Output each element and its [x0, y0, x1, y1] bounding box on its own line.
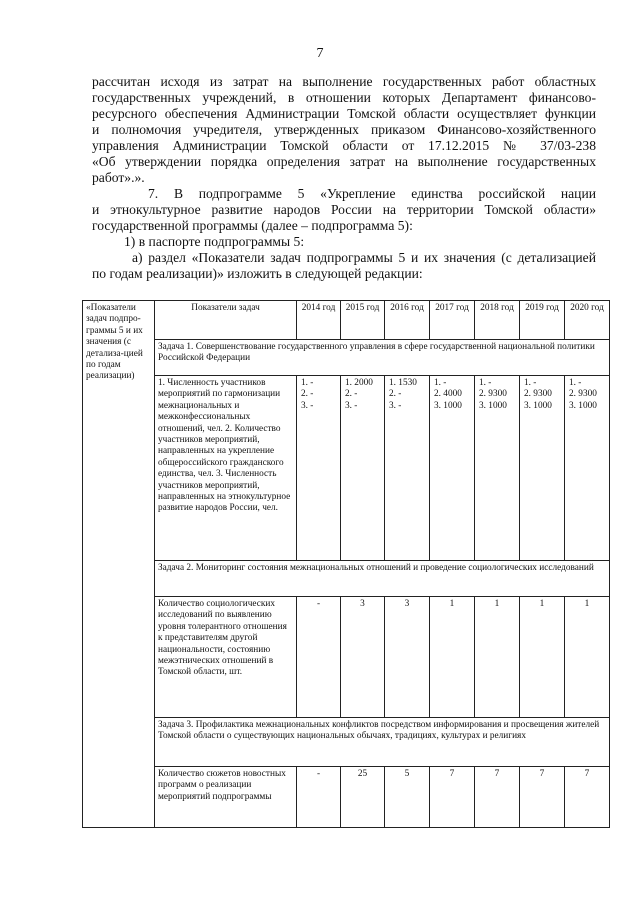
header-indicator: Показатели задач	[155, 301, 297, 340]
text-line: «Об утверждении порядка определения затрат на выполнение государственных	[92, 154, 596, 169]
value-cell: -	[297, 597, 341, 718]
value-cell: 5	[385, 767, 430, 828]
page-number: 7	[316, 46, 324, 61]
text-line: 7. В подпрограмме 5 «Укрепление единства российской нации	[148, 186, 596, 201]
text-line: и этнокультурное развитие народов России на территории Томской области»	[92, 202, 596, 217]
table-row	[83, 376, 610, 561]
text-line: работ».».	[92, 170, 145, 185]
header-year: 2019 год	[520, 301, 565, 340]
value-cell: 1. 2000 2. - 3. -	[341, 376, 385, 561]
table-header-row	[83, 301, 610, 340]
value-cell: 1	[565, 597, 610, 718]
paragraph-cost-basis	[92, 74, 596, 186]
value-cell: 7	[520, 767, 565, 828]
value-cell: 7	[475, 767, 520, 828]
task-1-title: Задача 1. Совершенствование государственного управления в сфере государственной национальной политики Российской Федерации	[155, 340, 610, 376]
value-cell: 1. - 2. 9300 3. 1000	[565, 376, 610, 561]
table-row	[83, 767, 610, 828]
text-line: 1) в паспорте подпрограммы 5:	[124, 234, 305, 249]
header-year: 2020 год	[565, 301, 610, 340]
task-3-indicator: Количество сюжетов новостных программ о реализации мероприятий подпрограммы	[155, 767, 297, 828]
value-cell: 1. - 2. 9300 3. 1000	[520, 376, 565, 561]
text-line: государственной программы (далее – подпрограмма 5):	[92, 218, 413, 233]
text-line: рассчитан исходя из затрат на выполнение государственных работ областных	[92, 74, 596, 89]
header-year: 2018 год	[475, 301, 520, 340]
value-cell: 1	[520, 597, 565, 718]
paragraph-subitem-1	[92, 234, 596, 250]
task-title-row	[83, 340, 610, 376]
value-cell: 1. - 2. 9300 3. 1000	[475, 376, 520, 561]
value-cell: 3	[385, 597, 430, 718]
value-cell: 1	[475, 597, 520, 718]
text-line: управления Администрации Томской области от 17.12.2015 № 37/03-238	[92, 138, 596, 153]
value-cell: 7	[565, 767, 610, 828]
text-line: по годам реализации)» изложить в следующей редакции:	[92, 266, 423, 281]
task-title-row	[83, 718, 610, 767]
header-year: 2014 год	[297, 301, 341, 340]
value-cell: 1. 1530 2. - 3. -	[385, 376, 430, 561]
value-cell: 1. - 2. - 3. -	[297, 376, 341, 561]
task-2-title: Задача 2. Мониторинг состояния межнациональных отношений и проведение социологических исследований	[155, 561, 610, 597]
value-cell: -	[297, 767, 341, 828]
header-year: 2016 год	[385, 301, 430, 340]
paragraph-item-7	[92, 186, 596, 234]
task-1-indicator: 1. Численность участников мероприятий по гармонизации межнациональных и межконфессиональных отношений, чел. 2. Количество участников мероприятий, направленных на укрепление общероссийского гражданского единства, чел. 3. Численность участников мероприятий, направленных на этнокультурное развитие народов России, чел.	[155, 376, 297, 561]
header-year: 2017 год	[430, 301, 475, 340]
value-cell: 1	[430, 597, 475, 718]
indicators-table	[82, 300, 610, 828]
value-cell: 7	[430, 767, 475, 828]
value-cell: 1. - 2. 4000 3. 1000	[430, 376, 475, 561]
table-side-label: «Показатели задач подпро-граммы 5 и их значения (с детализа-цией по годам реализации)	[83, 301, 155, 828]
task-2-indicator: Количество социологических исследований по выявлению уровня толерантного отношения к представителям другой национальности, состоянию межэтнических отношений в Томской области, шт.	[155, 597, 297, 718]
value-cell: 25	[341, 767, 385, 828]
text-line: государственных учреждений, в отношении которых Департамент финансово-	[92, 90, 596, 105]
text-line: а) раздел «Показатели задач подпрограммы 5 и их значения (с детализацией	[132, 250, 596, 265]
paragraph-subitem-a	[92, 250, 596, 282]
task-3-title: Задача 3. Профилактика межнациональных конфликтов посредством информирования и просвещения жителей Томской области о существующих национальных обычаях, традициях, культурах и религиях	[155, 718, 610, 767]
header-year: 2015 год	[341, 301, 385, 340]
value-cell: 3	[341, 597, 385, 718]
text-line: ресурсного обеспечения Администрации Томской области осуществляет функции	[92, 106, 596, 121]
text-line: и полномочия учредителя, утвержденных приказом Финансово-хозяйственного	[92, 122, 596, 137]
table-row	[83, 597, 610, 718]
task-title-row	[83, 561, 610, 597]
